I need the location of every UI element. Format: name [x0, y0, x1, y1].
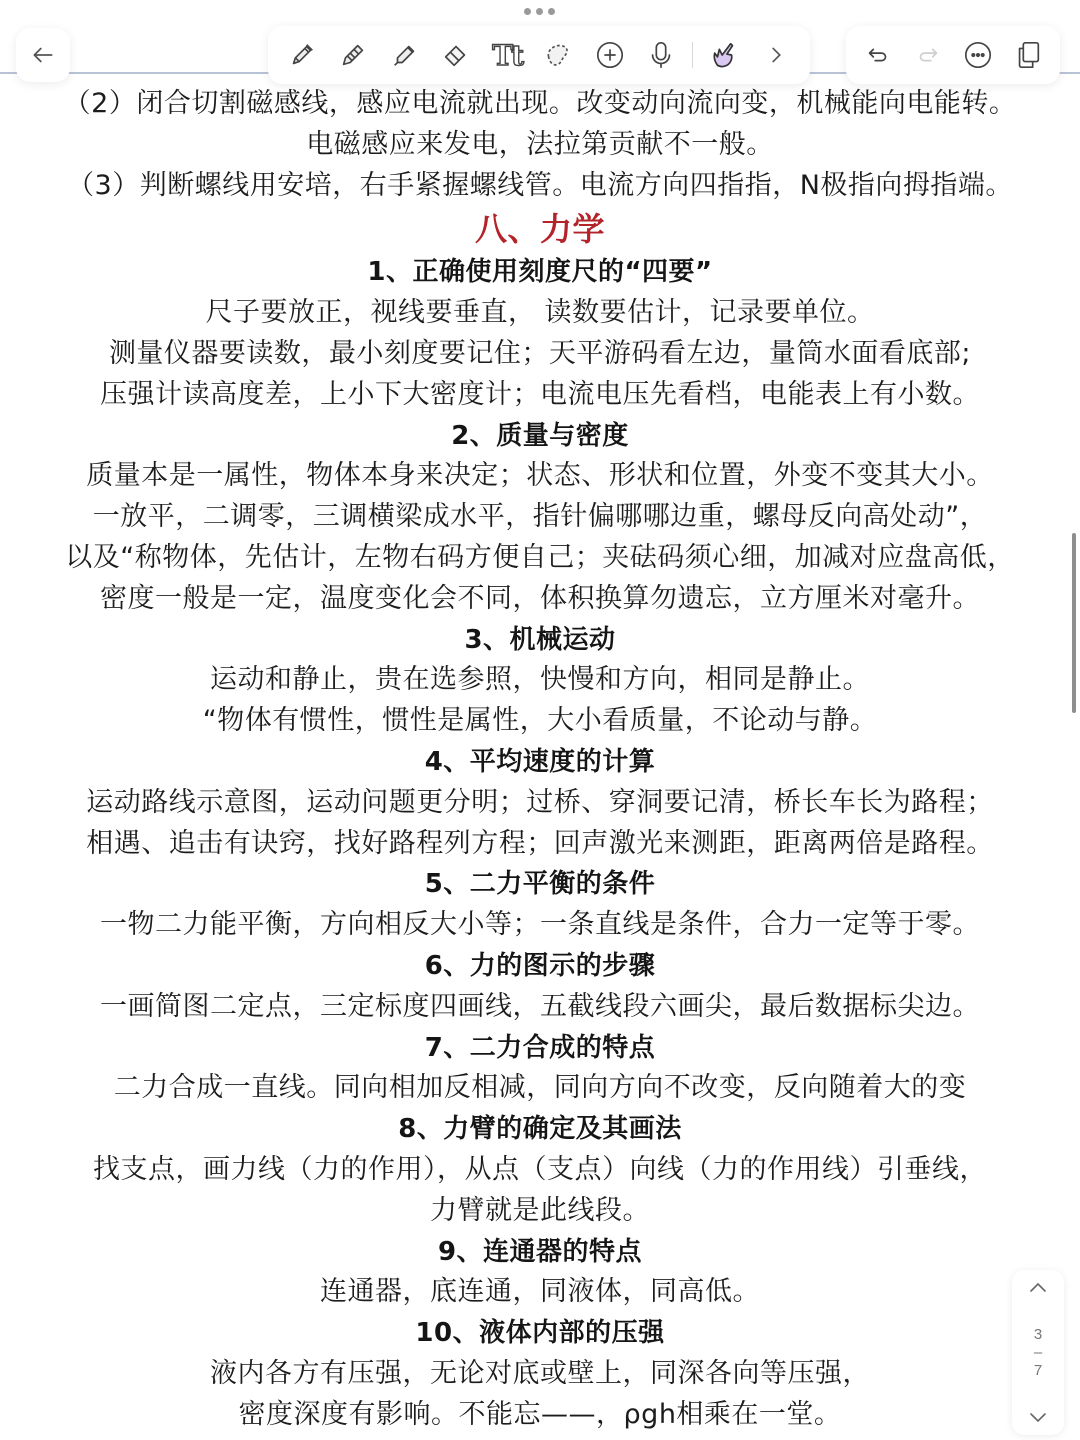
drawing-toolbar: [268, 26, 810, 84]
section-heading: 八、力学: [474, 210, 605, 249]
plus-circle-icon: [595, 40, 625, 70]
back-button[interactable]: [16, 28, 70, 82]
more-icon: [963, 40, 993, 70]
text-line: 力臂就是此线段。: [430, 1194, 650, 1226]
text-line: 压强计读高度差，上小下大密度计；电流电压先看档，电能表上有小数。: [100, 378, 980, 410]
chevron-down-icon[interactable]: [1027, 1409, 1049, 1425]
redo-button[interactable]: [908, 35, 948, 75]
subsection-heading: 10、液体内部的压强: [415, 1318, 665, 1349]
text-line: “物体有惯性，惯性是属性，大小看质量，不论动与静。: [202, 705, 878, 737]
pen-tool-button[interactable]: [282, 35, 322, 75]
eraser-icon: [441, 40, 471, 70]
text-tool-button[interactable]: [487, 35, 527, 75]
document-page: [0, 84, 1080, 1436]
arrow-left-icon: [30, 42, 56, 68]
expand-toolbar-button[interactable]: [756, 35, 796, 75]
edit-toolbar: [846, 26, 1060, 84]
toolbar-separator: [692, 42, 693, 68]
text-line: （3）判断螺线用安培，右手紧握螺线管。电流方向四指指，N极指向拇指端。: [67, 169, 1013, 201]
chevron-up-icon[interactable]: [1027, 1280, 1049, 1296]
text-line: 密度一般是一定，温度变化会不同，体积换算勿遗忘，立方厘米对毫升。: [100, 582, 980, 614]
pen-icon: [287, 40, 317, 70]
text-line: （2）闭合切割磁感线，感应电流就出现。改变动向流向变，机械能向电能转。: [63, 88, 1017, 119]
pencil-icon: [338, 40, 368, 70]
highlighter-icon: [390, 40, 420, 70]
text-line: 以及“称物体，先估计，左物右码方便自己；夹砝码须心细，加减对应盘高低，: [65, 541, 1015, 573]
add-button[interactable]: [590, 35, 630, 75]
pencil-tool-button[interactable]: [333, 35, 373, 75]
vertical-scrollbar[interactable]: [1072, 533, 1076, 713]
text-line: 运动和静止，贵在选参照，快慢和方向，相同是静止。: [210, 664, 870, 696]
chevron-right-icon: [761, 40, 791, 70]
text-tool-icon: Tt: [492, 38, 523, 72]
subsection-heading: 2、质量与密度: [451, 420, 629, 451]
text-line: 测量仪器要读数，最小刻度要记住；天平游码看左边，量筒水面看底部;: [108, 337, 972, 369]
current-page: 3: [1033, 1325, 1043, 1343]
microphone-icon: [646, 40, 676, 70]
undo-icon: [863, 40, 893, 70]
pages-button[interactable]: [1008, 35, 1048, 75]
subsection-heading: 3、机械运动: [464, 624, 616, 655]
lasso-icon: [543, 40, 573, 70]
subsection-heading: 8、力臂的确定及其画法: [398, 1114, 682, 1145]
text-line: 一物二力能平衡，方向相反大小等；一条直线是条件，合力一定等于零。: [100, 909, 980, 941]
subsection-heading: 4、平均速度的计算: [424, 746, 656, 777]
text-line: 质量本是一属性，物体本身来决定；状态、形状和位置，外变不变其大小。: [86, 460, 994, 492]
subsection-heading: 9、连通器的特点: [437, 1236, 643, 1267]
redo-icon: [913, 40, 943, 70]
pages-icon: [1013, 40, 1043, 70]
lasso-tool-button[interactable]: [538, 35, 578, 75]
subsection-heading: 7、二力合成的特点: [424, 1032, 656, 1063]
subsection-heading: 6、力的图示的步骤: [424, 950, 656, 981]
text-line: 二力合成一直线。同向相加反相减，同向方向不改变，反向随着大的变: [113, 1072, 967, 1104]
text-line: 运动路线示意图，运动问题更分明；过桥、穿洞要记清，桥长车长为路程；: [86, 786, 994, 818]
page-indicator: [1034, 1326, 1042, 1380]
page-separator: –: [1033, 1343, 1043, 1361]
highlighter-tool-button[interactable]: [385, 35, 425, 75]
text-line: 电磁感应来发电，法拉第贡献不一般。: [306, 128, 774, 160]
text-line: 一放平，二调零，三调横梁成水平，指针偏哪哪边重，螺母反向高处动”，: [92, 501, 988, 533]
window-handle-dots[interactable]: [524, 8, 555, 15]
undo-button[interactable]: [858, 35, 898, 75]
text-line: 密度深度有影响。不能忘——，ρgh相乘在一堂。: [238, 1398, 842, 1430]
total-pages: 7: [1033, 1361, 1043, 1379]
text-line: 相遇、追击有诀窍，找好路程列方程；回声激光来测距，距离两倍是路程。: [86, 827, 994, 859]
page-navigator: [1012, 1270, 1064, 1435]
text-line: 液内各方有压强，无论对底或壁上，同深各向等压强，: [210, 1357, 870, 1389]
voice-record-button[interactable]: [641, 35, 681, 75]
more-button[interactable]: [958, 35, 998, 75]
touch-mode-button[interactable]: [705, 35, 745, 75]
finger-touch-icon: [710, 40, 740, 70]
text-line: 尺子要放正，视线要垂直， 读数要估计，记录要单位。: [205, 297, 875, 329]
text-line: 找支点，画力线（力的作用），从点（支点）向线（力的作用线）引垂线，: [93, 1153, 987, 1185]
subsection-heading: 1、正确使用刻度尺的“四要”: [367, 257, 713, 288]
subsection-heading: 5、二力平衡的条件: [424, 869, 656, 900]
text-line: 连通器，底连通，同液体，同高低。: [320, 1276, 760, 1308]
text-line: 一画简图二定点，三定标度四画线，五截线段六画尖，最后数据标尖边。: [100, 990, 980, 1022]
eraser-tool-button[interactable]: [436, 35, 476, 75]
